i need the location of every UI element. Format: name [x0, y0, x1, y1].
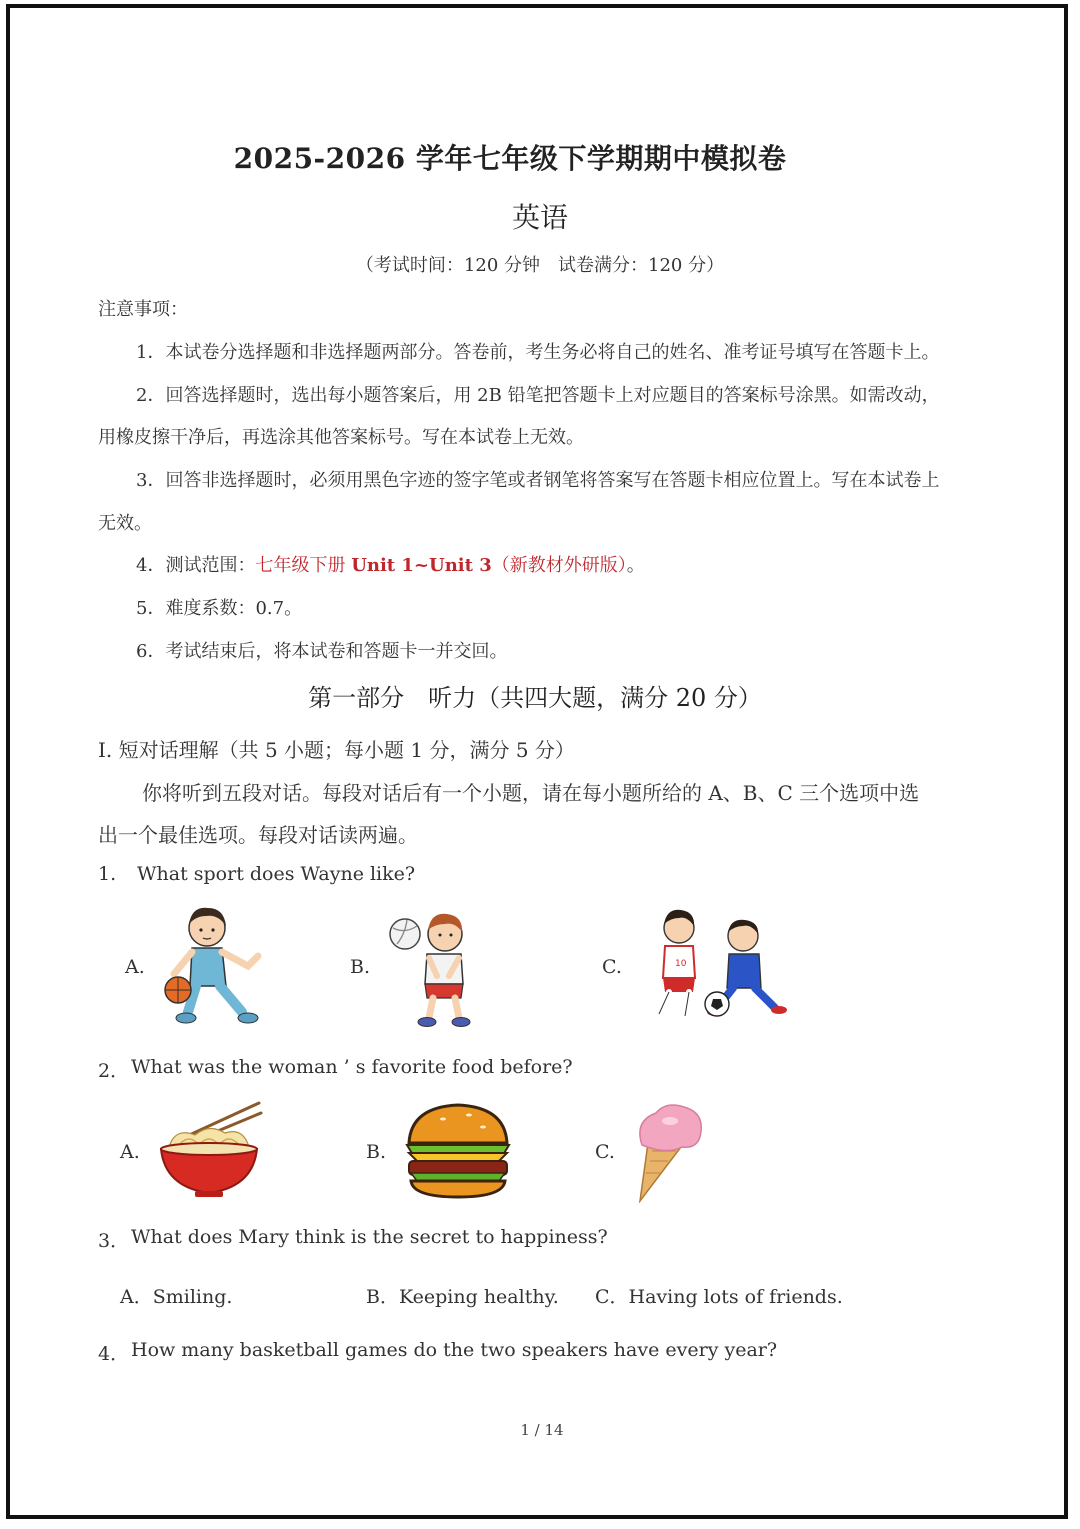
exam-info: （考试时间：120 分钟 试卷满分：120 分）	[355, 255, 725, 276]
q4-text: How many basketball games do the two speakers have every year?	[131, 1339, 778, 1361]
subject-title: 英语	[511, 201, 568, 234]
note-4-prefix: 4．测试范围：	[136, 555, 256, 576]
note-2-line-2: 用橡皮擦干净后，再选涂其他答案标号。写在本试卷上无效。	[98, 427, 584, 448]
page-number: 1 / 14	[520, 1421, 564, 1439]
q2-option-b-label: B.	[366, 1141, 387, 1163]
note-4	[136, 551, 645, 577]
note-4-suffix: 。	[626, 555, 645, 576]
q1-option-c-label: C.	[602, 956, 622, 978]
noodles-bowl-icon	[155, 1097, 263, 1203]
note-3-line-1: 3．回答非选择题时，必须用黑色字迹的签字笔或者钢笔将答案写在答题卡相应位置上。写在本试卷上	[136, 470, 940, 491]
q3-option-c: C．Having lots of friends.	[595, 1286, 843, 1308]
note-3-line-2: 无效。	[98, 513, 152, 534]
note-2-line-1: 2．回答选择题时，选出每小题答案后，用 2B 铅笔把答题卡上对应题目的答案标号涂黑。如需改动，	[136, 385, 940, 406]
part1-title: 第一部分 听力（共四大题，满分 20 分）	[308, 684, 762, 712]
note-4-units: Unit 1~Unit 3	[351, 555, 492, 576]
q1-text: What sport does Wayne like?	[137, 863, 416, 885]
q1-number: 1.	[98, 863, 117, 885]
note-5: 5．难度系数：0.7。	[136, 598, 303, 619]
q3-text: What does Mary think is the secret to happiness?	[131, 1226, 608, 1248]
section1-title: I. 短对话理解（共 5 小题；每小题 1 分，满分 5 分）	[98, 738, 575, 762]
soccer-players-icon	[645, 904, 800, 1029]
notes-heading: 注意事项：	[98, 299, 188, 320]
volleyball-player-icon	[385, 904, 480, 1029]
basketball-player-icon	[160, 900, 265, 1030]
q3-option-b: B．Keeping healthy.	[366, 1286, 559, 1308]
section1-instruction-line-1: 你将听到五段对话。每段对话后有一个小题，请在每小题所给的 A、B、C 三个选项中选	[142, 781, 920, 805]
note-1: 1．本试卷分选择题和非选择题两部分。答卷前，考生务必将自己的姓名、准考证号填写在答题卡上。	[136, 342, 940, 363]
q1-option-a-label: A.	[125, 956, 145, 978]
q2-option-a-label: A.	[120, 1141, 140, 1163]
hamburger-icon	[403, 1101, 513, 1201]
note-4-edition: （新教材外研版）	[491, 555, 627, 576]
note-6: 6．考试结束后，将本试卷和答题卡一并交回。	[136, 641, 508, 662]
svg-text:10: 10	[675, 959, 687, 969]
q2-option-c-label: C.	[595, 1141, 615, 1163]
q4-number: 4．	[98, 1343, 130, 1365]
section1-instruction-line-2: 出一个最佳选项。每段对话读两遍。	[98, 823, 418, 847]
q3-option-a: A．Smiling.	[120, 1286, 233, 1308]
q2-text: What was the woman ’ s favorite food before?	[131, 1056, 573, 1078]
q3-number: 3．	[98, 1230, 130, 1252]
ice-cream-cone-icon	[626, 1099, 710, 1203]
q1-option-b-label: B.	[350, 956, 371, 978]
q2-number: 2．	[98, 1060, 130, 1082]
page-title: 2025-2026 学年七年级下学期期中模拟卷	[233, 142, 787, 175]
note-4-scope: 七年级下册	[255, 555, 352, 576]
